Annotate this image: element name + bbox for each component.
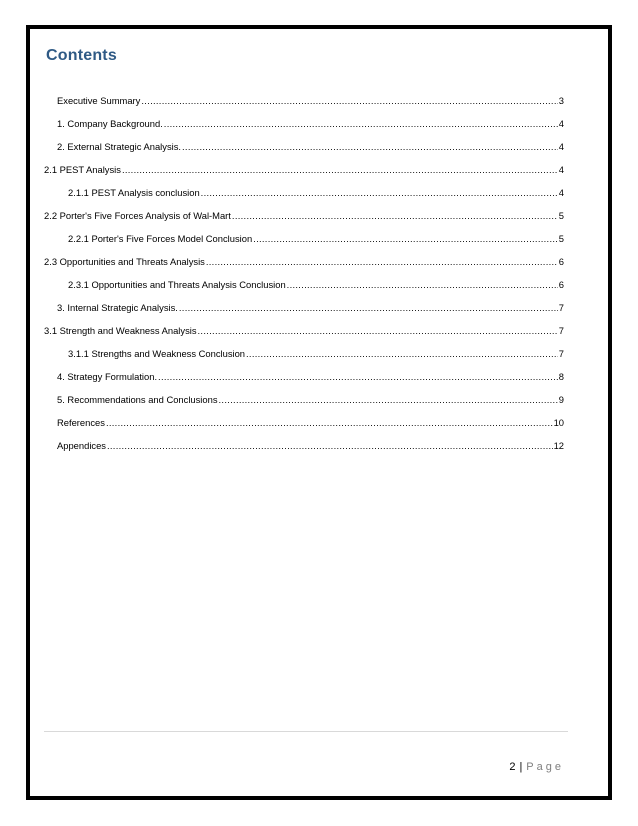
toc-entry-label: 3.1 Strength and Weakness Analysis	[44, 325, 197, 336]
toc-entry-page: 3	[558, 95, 564, 106]
toc-entry-label: 3.1.1 Strengths and Weakness Conclusion	[68, 348, 246, 359]
page-word: Page	[526, 761, 564, 773]
toc-entry-label: 2.2.1 Porter's Five Forces Model Conclusion	[68, 233, 253, 244]
toc-entry[interactable]	[44, 158, 564, 181]
toc-entry-page: 7	[558, 302, 564, 313]
toc-entry[interactable]	[44, 89, 564, 112]
footer-separator: |	[519, 761, 523, 773]
toc-entry-page: 4	[558, 118, 564, 129]
toc-entry[interactable]	[44, 135, 564, 158]
toc-entry-page: 4	[558, 164, 564, 175]
toc-dot-leader	[232, 210, 558, 221]
toc-dot-leader	[253, 233, 558, 244]
toc-dot-leader	[164, 118, 558, 129]
toc-entry[interactable]	[44, 388, 564, 411]
toc-entry-label: 2.3.1 Opportunities and Threats Analysis Conclusion	[68, 279, 286, 290]
toc-entry-page: 5	[558, 210, 564, 221]
toc-entry-label: 2.1 PEST Analysis	[44, 164, 121, 175]
toc-entry-label: References	[57, 417, 105, 428]
toc-entry-label: 2.2 Porter's Five Forces Analysis of Wal-Mart	[44, 210, 231, 221]
toc-entry-page: 8	[558, 371, 564, 382]
toc-entry[interactable]	[44, 296, 564, 319]
page-number: 2	[509, 761, 516, 773]
toc-dot-leader	[122, 164, 558, 175]
toc-entry[interactable]	[44, 181, 564, 204]
toc-entry-label: 5. Recommendations and Conclusions	[57, 394, 218, 405]
toc-entry-page: 6	[558, 279, 564, 290]
toc-dot-leader	[201, 187, 558, 198]
toc-dot-leader	[107, 440, 553, 451]
toc-entry[interactable]	[44, 273, 564, 296]
toc-entry[interactable]	[44, 204, 564, 227]
toc-entry-page: 12	[553, 440, 564, 451]
toc-entry-page: 5	[558, 233, 564, 244]
toc-entry-label: 2.3 Opportunities and Threats Analysis	[44, 256, 205, 267]
toc-dot-leader	[141, 95, 557, 106]
toc-dot-leader	[158, 371, 558, 382]
toc-entry-page: 9	[558, 394, 564, 405]
toc-heading: Contents	[46, 47, 117, 64]
toc-entry-page: 7	[558, 348, 564, 359]
toc-entry[interactable]	[44, 250, 564, 273]
toc-dot-leader	[179, 302, 558, 313]
toc-entry-label: 2. External Strategic Analysis.	[57, 141, 182, 152]
toc-dot-leader	[246, 348, 558, 359]
toc-entry-label: Appendices	[57, 440, 106, 451]
toc-entry[interactable]	[44, 411, 564, 434]
toc-dot-leader	[206, 256, 558, 267]
toc-dot-leader	[219, 394, 558, 405]
toc-entry-label: 3. Internal Strategic Analysis.	[57, 302, 178, 313]
table-of-contents	[44, 89, 564, 457]
toc-entry-label: Executive Summary	[57, 95, 141, 106]
toc-entry[interactable]	[44, 319, 564, 342]
toc-dot-leader	[106, 417, 553, 428]
toc-dot-leader	[198, 325, 558, 336]
toc-entry-page: 4	[558, 141, 564, 152]
toc-entry[interactable]	[44, 342, 564, 365]
toc-entry[interactable]	[44, 365, 564, 388]
toc-dot-leader	[287, 279, 558, 290]
toc-entry-page: 6	[558, 256, 564, 267]
page-footer	[509, 761, 564, 773]
toc-entry-page: 10	[553, 417, 564, 428]
toc-entry-page: 7	[558, 325, 564, 336]
toc-entry-page: 4	[558, 187, 564, 198]
toc-entry-label: 4. Strategy Formulation.	[57, 371, 158, 382]
toc-entry-label: 2.1.1 PEST Analysis conclusion	[68, 187, 200, 198]
toc-entry-label: 1. Company Background.	[57, 118, 163, 129]
toc-dot-leader	[182, 141, 558, 152]
toc-entry[interactable]	[44, 434, 564, 457]
toc-entry[interactable]	[44, 227, 564, 250]
footer-divider	[44, 731, 568, 732]
toc-entry[interactable]	[44, 112, 564, 135]
